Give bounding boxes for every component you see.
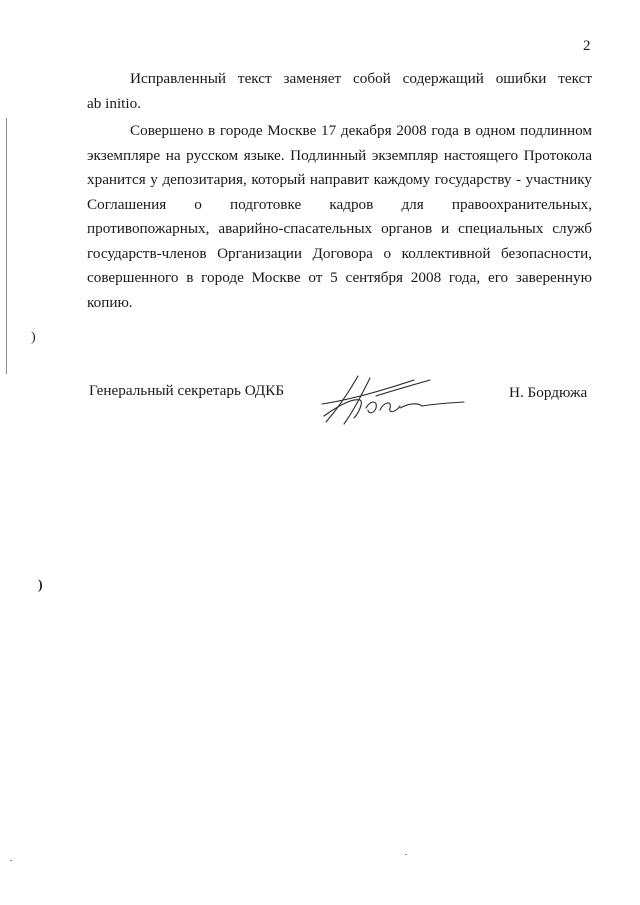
signatory-title: Генеральный секретарь ОДКБ — [89, 382, 285, 399]
scan-edge-line — [6, 118, 7, 374]
text-line: ab initio. — [87, 94, 141, 112]
text-line: хранится у депозитария, который направит каждому государству - участнику — [87, 171, 592, 188]
text-line: экземпляре на русском языке. Подлинный экземпляр настоящего Протокола — [87, 146, 592, 164]
page-number: 2 — [583, 38, 591, 54]
text-line: совершенного в городе Москве от 5 сентября 2008 года, его заверенную — [87, 269, 592, 286]
signatory-name: Н. Бордюжа — [509, 384, 588, 401]
handwritten-signature — [318, 370, 468, 430]
text-line: Соглашения о подготовке кадров для правоохранительных, — [87, 195, 592, 213]
scan-speck — [405, 854, 407, 855]
margin-bracket-mark: ) — [31, 330, 36, 345]
scan-speck — [10, 860, 12, 861]
margin-bracket-mark: ) — [38, 578, 43, 593]
paragraph-correction-note — [87, 67, 592, 116]
paragraph-done-at — [87, 119, 592, 315]
text-line: Совершено в городе Москве 17 декабря 2008 года в одном подлинном — [130, 122, 592, 139]
text-line: противопожарных, аварийно-спасательных органов и специальных служб — [87, 220, 592, 237]
text-line: копию. — [87, 293, 133, 311]
text-line: государств-членов Организации Договора о коллективной безопасности, — [87, 244, 592, 262]
text-line: Исправленный текст заменяет собой содержащий ошибки текст — [130, 70, 592, 87]
